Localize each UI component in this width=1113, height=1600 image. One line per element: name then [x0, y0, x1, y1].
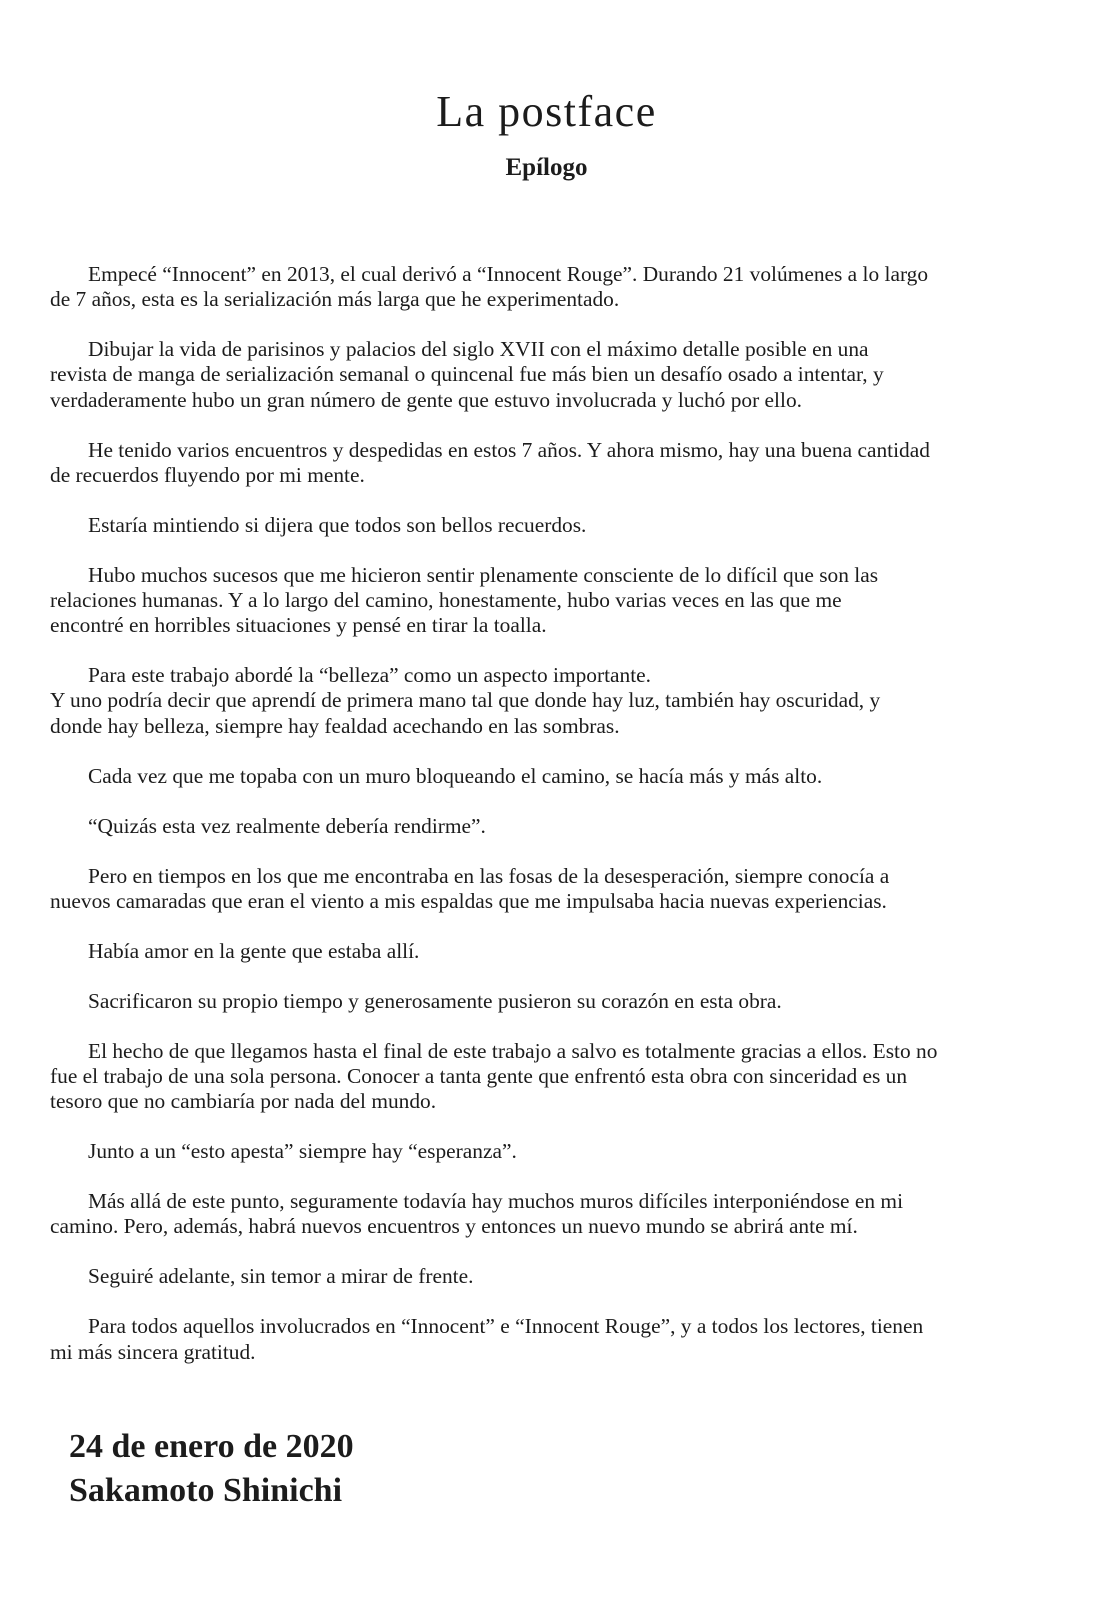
- paragraph-line: nuevos camaradas que eran el viento a mis espaldas que me impulsaba hacia nuevas experiencias.: [50, 888, 887, 913]
- paragraph-line: Sacrificaron su propio tiempo y generosamente pusieron su corazón en esta obra.: [88, 988, 782, 1013]
- paragraph: [69, 814, 1035, 839]
- paragraph: [69, 764, 1035, 789]
- paragraph-line: fue el trabajo de una sola persona. Conocer a tanta gente que enfrentó esta obra con sinceridad es un: [50, 1064, 908, 1089]
- paragraph-line: tesoro que no cambiaría por nada del mundo.: [50, 1089, 437, 1114]
- paragraph-line: donde hay belleza, siempre hay fealdad acechando en las sombras.: [50, 713, 620, 738]
- paragraph: [50, 262, 1035, 312]
- paragraph-line: Pero en tiempos en los que me encontraba en las fosas de la desesperación, siempre conocía a: [88, 863, 890, 888]
- paragraph-line: Seguiré adelante, sin temor a mirar de frente.: [88, 1264, 474, 1289]
- paragraph-line: verdaderamente hubo un gran número de gente que estuvo involucrada y luchó por ello.: [50, 387, 802, 412]
- paragraph: [69, 939, 1035, 964]
- page-title: La postface: [436, 87, 657, 136]
- page-subtitle: Epílogo: [505, 154, 588, 181]
- paragraph-line: encontré en horribles situaciones y pensé en tirar la toalla.: [50, 613, 547, 638]
- signature-author: Sakamoto Shinichi: [69, 1472, 343, 1509]
- paragraph-line: relaciones humanas. Y a lo largo del camino, honestamente, hubo varias veces en las que me: [50, 588, 842, 613]
- paragraph: [69, 989, 1035, 1014]
- paragraph: [69, 1264, 1035, 1289]
- paragraph: [50, 1189, 1035, 1239]
- paragraph-line: de recuerdos fluyendo por mi mente.: [50, 462, 365, 487]
- paragraph: [50, 337, 1035, 413]
- paragraph-line: mi más sincera gratitud.: [50, 1339, 256, 1364]
- paragraph-line: Junto a un “esto apesta” siempre hay “esperanza”.: [88, 1139, 517, 1164]
- signature-block: [69, 1425, 354, 1513]
- signature-date: 24 de enero de 2020: [69, 1428, 354, 1465]
- paragraph-line: de 7 años, esta es la serialización más larga que he experimentado.: [50, 287, 620, 312]
- paragraph-line: Hubo muchos sucesos que me hicieron sentir plenamente consciente de lo difícil que son las: [88, 562, 879, 587]
- paragraph: [69, 1139, 1035, 1164]
- paragraph-line: Dibujar la vida de parisinos y palacios del siglo XVII con el máximo detalle posible en una: [88, 337, 869, 362]
- paragraph-line: camino. Pero, además, habrá nuevos encuentros y entonces un nuevo mundo se abrirá ante mí.: [50, 1214, 858, 1239]
- paragraph-line: Empecé “Innocent” en 2013, el cual derivó a “Innocent Rouge”. Durando 21 volúmenes a lo largo: [88, 262, 929, 286]
- paragraph-line: Y uno podría decir que aprendí de primera mano tal que donde hay luz, también hay oscuridad, y: [50, 688, 881, 713]
- paragraph-line: revista de manga de serialización semanal o quincenal fue más bien un desafío osado a intentar, y: [50, 362, 884, 387]
- paragraph: [50, 437, 1035, 488]
- paragraph-line: Cada vez que me topaba con un muro bloqueando el camino, se hacía más y más alto.: [88, 763, 823, 788]
- paragraph: [50, 1038, 1035, 1115]
- paragraph-line: Para todos aquellos involucrados en “Innocent” e “Innocent Rouge”, y a todos los lectores, tienen: [88, 1314, 924, 1339]
- paragraph-line: Estaría mintiendo si dijera que todos son bellos recuerdos.: [88, 512, 587, 537]
- paragraph-line: Para este trabajo abordé la “belleza” como un aspecto importante.: [88, 663, 652, 688]
- paragraph: [50, 863, 1035, 914]
- paragraph: [50, 663, 1035, 739]
- paragraph-line: Había amor en la gente que estaba allí.: [88, 938, 420, 963]
- paragraph-line: El hecho de que llegamos hasta el final de este trabajo a salvo es totalmente gracias a ellos. Esto no: [88, 1038, 938, 1063]
- paragraph-line: He tenido varios encuentros y despedidas en estos 7 años. Y ahora mismo, hay una buena cantidad: [88, 437, 930, 462]
- epilogue-body: [50, 262, 1035, 1390]
- paragraph: [50, 1314, 1035, 1364]
- paragraph-line: “Quizás esta vez realmente debería rendirme”.: [88, 813, 486, 838]
- paragraph: [69, 513, 1035, 538]
- paragraph: [50, 562, 1035, 639]
- paragraph-line: Más allá de este punto, seguramente todavía hay muchos muros difíciles interponiéndose en mi: [88, 1189, 904, 1214]
